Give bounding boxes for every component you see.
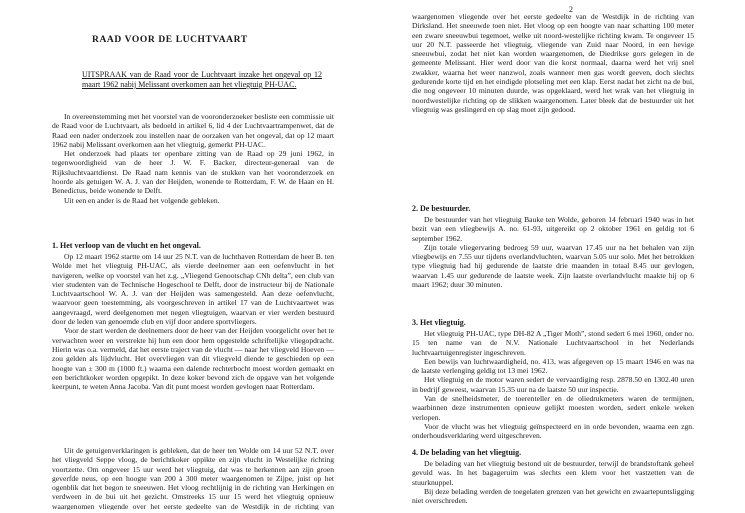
section-1-body bbox=[52, 252, 334, 391]
section-paragraph: Uit de getuigenverklaringen is gebleken, dat de heer ten Wolde om 14 uur 52 N.T. over het vliegveld Seppe vloog, de berichtkoker oppikte en zijn vlucht in Westelijke richting voortzette. Om ongeveer 15 uur werd het vliegtuig, dat was te herkennen aan zijn groen geverfde neus, op een hoogte van 200 à 300 meter waargenomen te Zijpe, juist op het ogenblik dat het begon te sneeuwen. Het vloog rechtlijnig in de richting van Herkingen en verdween in de bui uit het gezicht. Omstreeks 15 uur 15 werd het vliegtuig opnieuw waargenomen vliegende over het eerste gedeelte van de Westdijk in de richting van bbox=[52, 446, 334, 510]
section-2-body bbox=[412, 215, 694, 289]
section-1-continuation-left bbox=[52, 446, 334, 510]
section-paragraph: Voor de vlucht was het vliegtuig geïnspecteerd en in orde bevonden, waarna een zgn. onderhoudsverklaring werd uitgeschreven. bbox=[412, 421, 694, 441]
page-number: 2 bbox=[569, 5, 573, 14]
section-4-body bbox=[412, 459, 694, 505]
intro-block bbox=[52, 112, 334, 205]
section-paragraph: Het vliegtuig en de motor waren sedert de vervaardiging resp. 2878.50 en 1302.40 uren in bedrijf geweest, waarvan 15.35 uur na de laatste 50 uur inspectie. bbox=[412, 375, 694, 394]
section-paragraph-continued: waargenomen vliegende over het eerste gedeelte van de Westdijk in de richting van Dirksland. Het sneeuwde toen niet. Het vloog op een hoogte van naar schatting 100 meter een zware sneeuwbui tegemoet, welke uit noord-westelijke richting kwam. Te ongeveer 15 uur 20 N.T. passeerde het vliegtuig, vliegende van Zuid naar Noord, in een hevige sneeuwbui, zodat het niet kan worden waargenomen, de Diedrikse gors gelegen in de gemeente Melissant. Hier werd door van die korst normaal, daarna werd het vrij snel zwakker, waarna het weer nanzwol, zoals wanneer men gas wordt geeven, doch slechts gedurende korte tijd en het eindigde plotseling met een klap. Eerst nadat het zicht na de bui, die nog ongeveer 10 minuten duurde, was opgeklaard, werd het wrak van het vliegtuig in noordwestelijke richting op de slikken waargenomen. Later bleek dat de bestuurder uit het vliegtuig was geslingerd en op slag moet zijn gedood. bbox=[412, 12, 694, 114]
intro-paragraph: Het onderzoek had plaats ter openbare zitting van de Raad op 29 juni 1962, in tegenwoordigheid van de heer J. W. F. Backer, directeur-generaal van de Rijksluchtvaartdienst. De Raad nam kennis van de stukken van het vooronderzoek en hoorde als getuigen W. A. J. van der Heijden, wonende te Rotterdam, F. W. de Haan en H. Benedictus, beide wonende te Delft. bbox=[52, 149, 334, 196]
section-paragraph: Zijn totale vliegervaring bedroeg 59 uur, waarvan 17.45 uur na het behalen van zijn vliegbewijs en 7.55 uur tijdens overlandvluchten, waarvan 5.05 uur solo. Met het betrokken type vliegtuig had hij gedurende de laatste drie maanden in totaal 8.45 uur gevlogen, waarvan 1.45 uur gedurende de laatste week. Zijn laatste overlandvlucht maakte hij op 6 maart 1962; duur 30 minuten. bbox=[412, 242, 694, 290]
verdict-statement: UITSPRAAK van de Raad voor de Luchtvaart inzake het ongeval op 12 maart 1962 nabij Melissant overkomen aan het vliegtuig PH-UAC. bbox=[82, 70, 322, 89]
section-1-continuation-right bbox=[412, 12, 694, 187]
document-title: RAAD VOOR DE LUCHTVAART bbox=[92, 35, 248, 45]
section-paragraph: Op 12 maart 1962 startte om 14 uur 25 N.T. van de luchthaven Rotterdam de heer B. ten Wolde met het vliegtuig PH-UAC, als vierde deelnemer aan een oefenvlucht in het navigeren, welke op voorstel van het z.g. „Vliegend Genootschap CNh delta”, een club van vier studenten van de Technische Hogeschool te Delft, door de instructeur bij de Nationale Luchtvaartschool W. A. J. van der Heijden was samengesteld. Aan deze oefenvlucht, waarvoor geen toestemming, als voorgeschreven in artikel 17 van de Luchtvaartwet was aangevraagd, werd deelgenomen met negen vliegtuigen, waarvan er vier werden bestuurd door de leden van genoemde club en vijf door andere sportvliegers. bbox=[52, 252, 334, 327]
section-paragraph: Een bewijs van luchtwaardigheid, no. 413, was afgegeven op 15 maart 1946 en was na de laatste verlenging geldig tot 13 mei 1962. bbox=[412, 356, 694, 376]
section-paragraph: De bestuurder van het vliegtuig Bauke ten Wolde, geboren 14 februari 1940 was in het bezit van een vliegbewijs A. no. 61-93, uitgereikt op 2 oktober 1961 en geldig tot 6 september 1962. bbox=[412, 215, 694, 243]
section-heading: 2. De bestuurder. bbox=[412, 204, 471, 213]
section-paragraph: Het vliegtuig PH-UAC, type DH-82 A „Tiger Moth”, stond sedert 6 mei 1960, onder no. 15 ten name van de N.V. Nationale Luchtvaartschool in het Nederlands luchtvaartuigenregister ingeschreven. bbox=[412, 329, 694, 357]
section-heading: 3. Het vliegtuig. bbox=[412, 318, 466, 327]
intro-paragraph: Uit een en ander is de Raad het volgende gebleken. bbox=[64, 195, 220, 205]
section-3-body bbox=[412, 329, 694, 441]
section-heading: 1. Het verloop van de vlucht en het ongeval. bbox=[52, 241, 201, 250]
section-paragraph: De belading van het vliegtuig bestond uit de bestuurder, terwijl de brandstoftank geheel gevuld was. In het bagageruim was slechts een klem voor het vastzetten van de stuurknuppel. bbox=[412, 459, 694, 487]
section-paragraph: Voor de start werden de deelnemers door de heer van der Heijden voorgelicht over het te verwachten weer en verstrekte hij hun een door hem opgestelde schriftelijke vliegopdracht. Hierin was o.a. vermeld, dat het eerste traject van de vlucht — naar het vliegveld Hoeven — zou gelden als lijdvlucht. Het overvliegen van dit vliegveld diende te geschieden op een hoogte van ± 300 m (1000 ft.) waarna een dalende rechterbocht moest worden gemaakt en een berichtkoker worden opgepikt. In deze koker bevond zich de opgave van het volgende keerpunt, te weten Anna Jacoba. Van dit punt moest worden gevlogen naar Rotterdam. bbox=[52, 326, 334, 392]
section-paragraph: Bij deze belading werden de toegelaten grenzen van het gewicht en zwaartepuntsligging niet overschreden. bbox=[412, 486, 694, 506]
section-heading: 4. De belading van het vliegtuig. bbox=[412, 448, 522, 457]
intro-paragraph: In overeenstemming met het voorstel van de vooronderzoeker besliste een commissie uit de Raad voor de Luchtvaart, als bedoeld in artikel 6, lid 4 der Luchtvaartrampenwet, dat de Raad een nader onderzoek zou instellen naar de oorzaken van het ongeval, dat op 12 maart 1962 nabij Melissant overkomen aan het vliegtuig, gemerkt PH-UAC. bbox=[52, 112, 334, 149]
section-paragraph: Van de snelheidsmeter, de toerenteller en de oliedrukmeters waren de termijnen, waarbinnen deze instrumenten opnieuw gelijkt moesten worden, sedert enkele weken verlopen. bbox=[412, 394, 694, 422]
